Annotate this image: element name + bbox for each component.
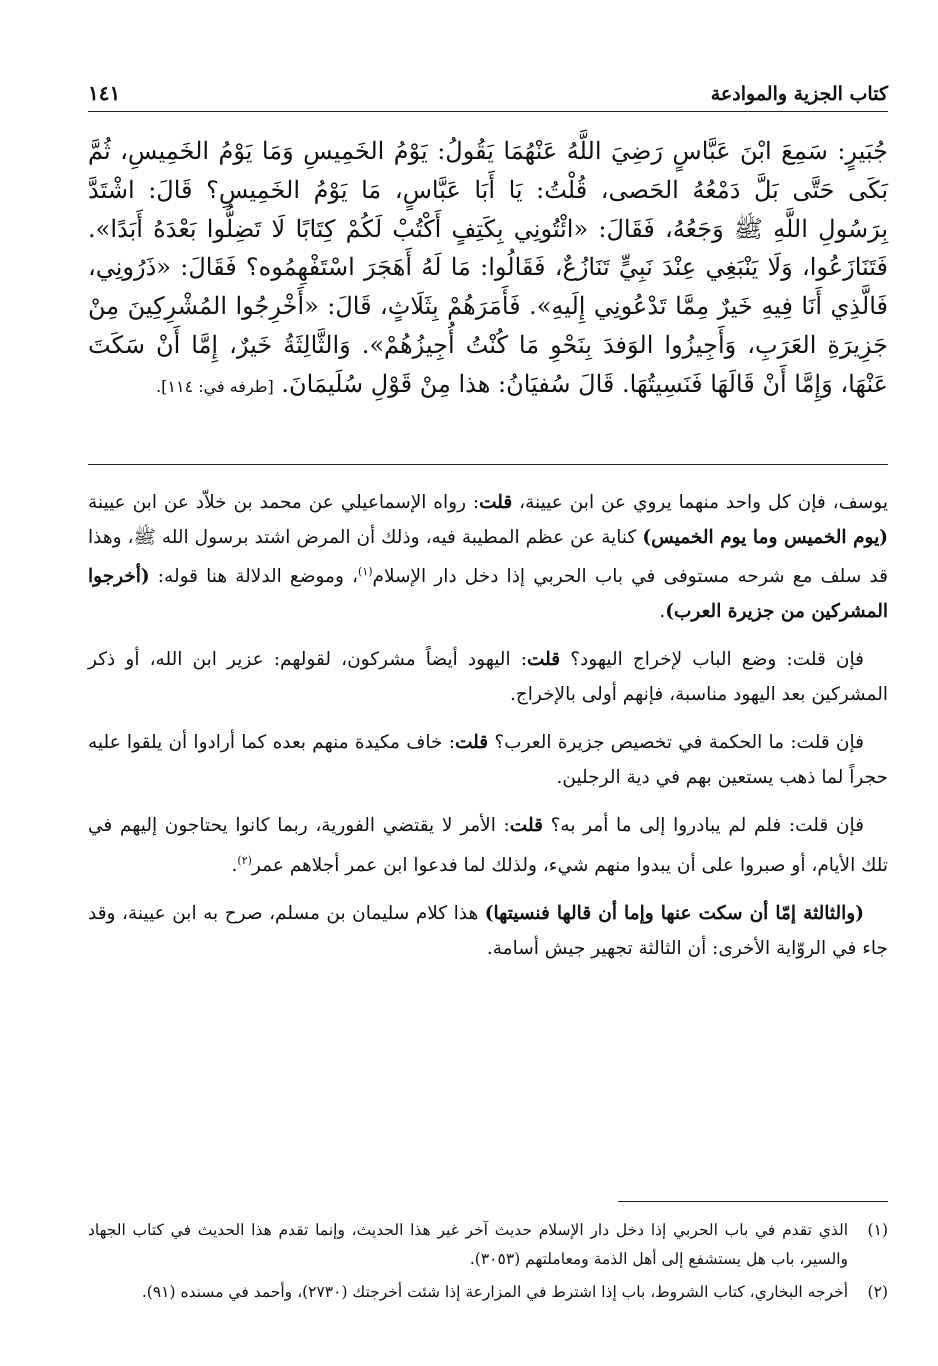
commentary [88, 486, 888, 980]
hadith-text [88, 132, 888, 407]
footnotes [88, 1216, 888, 1311]
page-header [88, 60, 888, 112]
main-divider [88, 464, 888, 465]
footnote-text: الذي تقدم في باب الحربي إذا دخل دار الإسلام حديث آخر غير هذا الحديث، وإنما تقدم هذا الحديث في كتاب الجهاد والسير، باب هل يستشفع إلى أهل الذمة ومعاملتهم (٣٠٥٣). [88, 1221, 848, 1268]
book-page [88, 60, 888, 1350]
commentary-paragraph: فإن قلت: ما الحكمة في تخصيص جزيرة العرب؟ قلت: خاف مكيدة منهم بعده كما أرادوا أن يلقوا عليه حجراً لما ذهب يستعين بهم في دية الرجلين. [88, 732, 888, 788]
footnote-ref[interactable]: (٢) [237, 853, 252, 867]
hadith-reference: [طرفه في: ١١٤]. [156, 376, 274, 396]
footnote-number: (١) [867, 1221, 888, 1239]
commentary-paragraph: يوسف، فإن كل واحد منهما يروي عن ابن عيينة، قلت: رواه الإسماعيلي عن محمد بن خلاّد عن ابن عيينة (يوم الخميس وما يوم الخميس) كناية عن عظم المطيبة فيه، وذلك أن المرض اشتد برسول الله ﷺ، وهذا قد سلف مع شرحه مستوفى في باب الحربي إذا دخل دار الإسلام$^{(١)}$، وموضع الدلالة هنا قوله: (أخرجوا المشركين من جزيرة العرب). [88, 492, 889, 622]
page-number: ١٤١ [88, 81, 121, 105]
hadith-body: جُبَيرٍ: سَمِعَ ابْنَ عَبَّاسٍ رَضِيَ اللَّهُ عَنْهُمَا يَقُولُ: يَوْمُ الخَمِيسِ وَمَا يَوْمُ الخَمِيسِ، ثُمَّ بَكَى حَتَّى بَلَّ دَمْعُهُ الحَصى، قُلْتُ: يَا أَبَا عَبَّاسٍ، مَا يَوْمُ الخَمِيسِ؟ قَالَ: اشْتَدَّ بِرَسُولِ اللَّهِ ﷺ وَجَعُهُ، فَقَالَ: «ائْتُونِي بِكَتِفٍ أَكْتُبْ لَكُمْ كِتَابًا لَا تَضِلُّوا بَعْدَهُ أَبَدًا». فَتَنَازَعُوا، وَلَا يَنْبَغِي عِنْدَ نَبِيٍّ تَنَازُعٌ، فَقَالُوا: مَا لَهُ أَهَجَرَ اسْتَفْهِمُوه؟ فَقَالَ: «ذَرُونِي، فَالَّذِي أَنَا فِيهِ خَيرٌ مِمَّا تَدْعُونِي إِلَيهِ». فَأَمَرَهُمْ بِثَلَاثٍ، قَالَ: «أَخْرِجُوا المُشْرِكِينَ مِنْ جَزِيرَةِ العَرَبِ، وَأَجِيزُوا الوَفدَ بِنَحْوِ مَا كُنْتُ أُجِيزُهُمْ». وَالثَّالِثَةُ خَيرٌ، إِمَّا أَنْ سَكَتَ عَنْهَا، وَإِمَّا أَنْ قَالَهَا فَنَسِيتُهَا. قَالَ سُفيَانُ: هذا مِنْ قَوْلِ سُلَيمَانَ. [88, 137, 888, 398]
commentary-paragraph: فإن قلت: فلم لم يبادروا إلى ما أمر به؟ قلت: الأمر لا يقتضي الفورية، ربما كانوا يحتاجون إليهم في تلك الأيام، أو صبروا على أن يبدوا منهم شيء، ولذلك لما فدعوا ابن عمر أجلاهم عمر$^{(٢)}$. [88, 815, 888, 876]
footnote-divider [618, 1201, 888, 1202]
running-title: كتاب الجزية والموادعة [710, 83, 888, 105]
commentary-paragraph: (والثالثة إمّا أن سكت عنها وإما أن قالها فنسيتها) هذا كلام سليمان بن مسلم، صرح به ابن عيينة، وقد جاء في الروّاية الأخرى: أن الثالثة تجهير جيش أسامة. [88, 903, 888, 959]
commentary-paragraph: فإن قلت: وضع الباب لإخراج اليهود؟ قلت: اليهود أيضاً مشركون، لقولهم: عزير ابن الله، أو ذكر المشركين بعد اليهود مناسبة، فإنهم أولى بالإخراج. [88, 649, 888, 705]
footnote-text: أخرجه البخاري، كتاب الشروط، باب إذا اشترط في المزارعة إذا شئت أخرجتك (٢٧٣٠)، وأحمد في مسنده (٩١). [141, 1283, 848, 1301]
footnote [88, 1216, 888, 1274]
footnote [88, 1278, 888, 1307]
footnote-number: (٢) [867, 1283, 888, 1301]
footnote-ref[interactable]: (١) [357, 565, 373, 578]
